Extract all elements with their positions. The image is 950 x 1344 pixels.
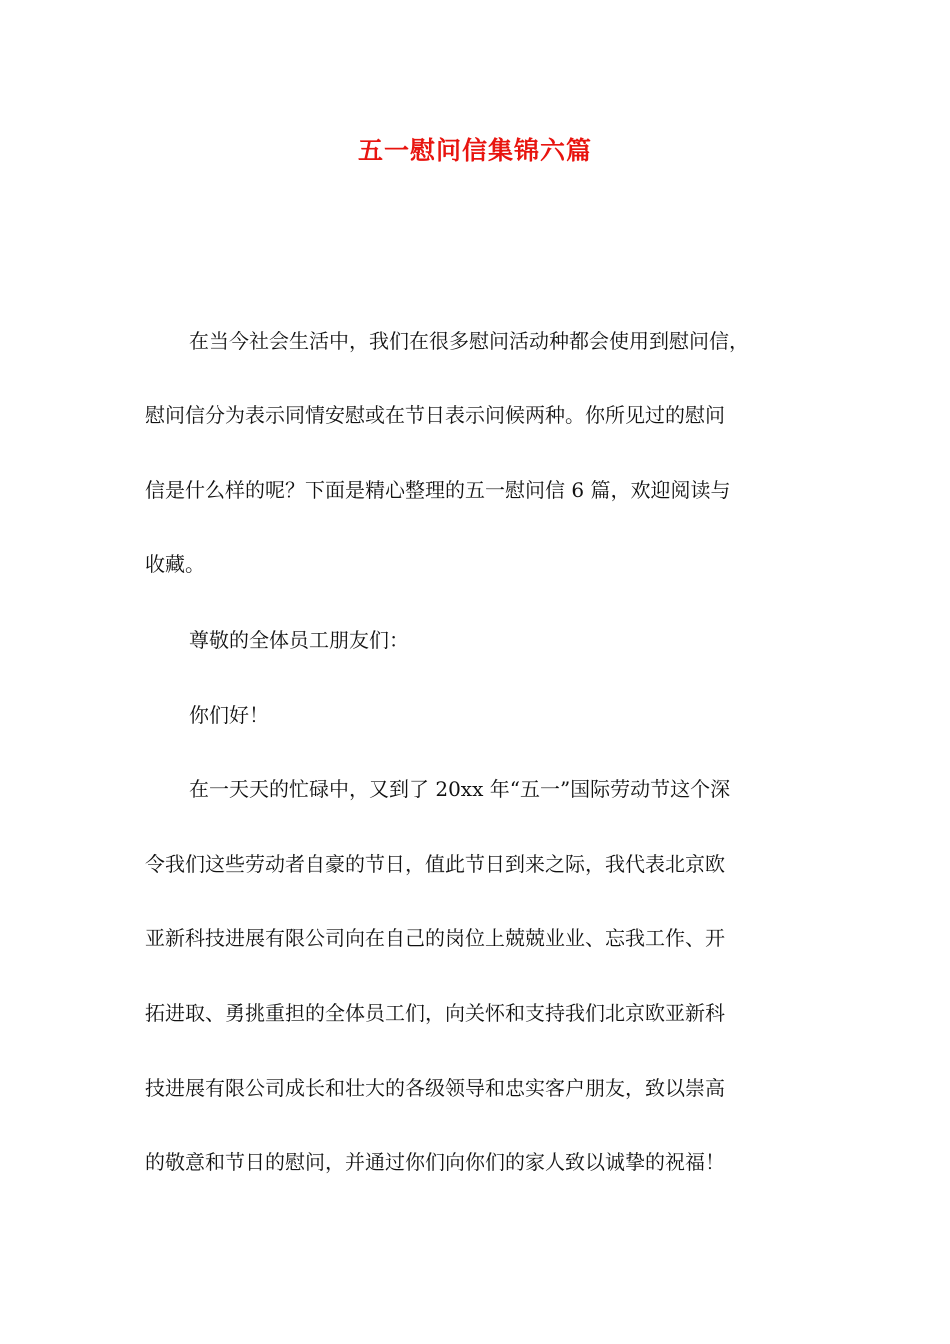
intro-line-2: 慰问信分为表示同情安慰或在节日表示问候两种。你所见过的慰问: [145, 403, 725, 427]
greeting: 你们好！: [189, 703, 269, 727]
salutation: 尊敬的全体员工朋友们：: [189, 628, 409, 652]
intro-line-3: 信是什么样的呢？下面是精心整理的五一慰问信 6 篇，欢迎阅读与: [145, 478, 731, 502]
intro-line-4: 收藏。: [145, 552, 205, 576]
document-title: 五一慰问信集锦六篇: [357, 136, 592, 165]
body-line-4: 拓进取、勇挑重担的全体员工们，向关怀和支持我们北京欧亚新科: [145, 1001, 725, 1025]
body-line-5: 技进展有限公司成长和壮大的各级领导和忠实客户朋友，致以崇高: [145, 1076, 725, 1100]
body-line-1: 在一天天的忙碌中，又到了 20xx 年“五一”国际劳动节这个深: [189, 777, 731, 801]
intro-line-1: 在当今社会生活中，我们在很多慰问活动种都会使用到慰问信，: [189, 329, 749, 353]
body-line-2: 令我们这些劳动者自豪的节日，值此节日到来之际，我代表北京欧: [145, 852, 725, 876]
body-line-6: 的敬意和节日的慰问，并通过你们向你们的家人致以诚挚的祝福！: [145, 1150, 725, 1174]
body-line-3: 亚新科技进展有限公司向在自己的岗位上兢兢业业、忘我工作、开: [145, 926, 725, 950]
